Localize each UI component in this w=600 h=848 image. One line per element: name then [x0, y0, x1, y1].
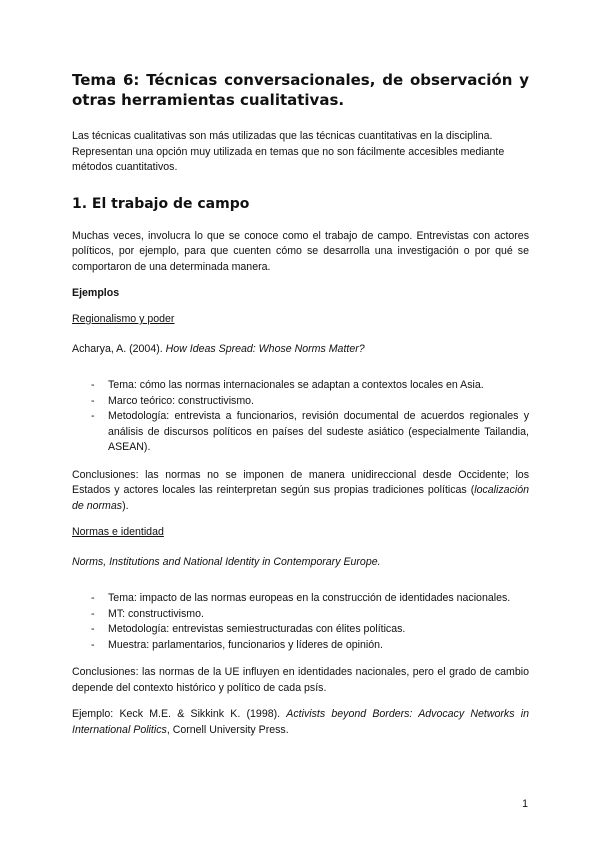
list-item: - MT: constructivismo.: [72, 607, 529, 623]
section-heading: 1. El trabajo de campo: [72, 195, 250, 212]
examples-heading: Ejemplos: [72, 287, 120, 299]
conclusion-paragraph: [72, 468, 529, 515]
list-item: - Marco teórico: constructivismo.: [72, 394, 529, 410]
example-reference: [72, 707, 529, 738]
intro-paragraph: Las técnicas cualitativas son más utilizadas que las técnicas cuantitativas en la disciplina. Representan una opción muy utilizada en temas que no son fácilmente accesibles mediante métodos cuantitativos.: [72, 130, 505, 173]
example-title: Activists beyond Borders: Advocacy Networks in International Politics: [72, 708, 529, 736]
conclusion-end: ).: [122, 499, 129, 512]
list-item: - Metodología: entrevista a funcionarios, revisión documental de acuerdos regionales y análisis de discursos políticos en países del sudeste asiático (especialmente Tailandia, ASEAN).: [72, 409, 529, 456]
reference-title: Norms, Institutions and National Identity in Contemporary Europe.: [72, 555, 381, 568]
conclusion-term: localización de normas: [72, 484, 529, 512]
list-item: - Metodología: entrevistas semiestructuradas con élites políticas.: [72, 622, 529, 638]
conclusion-paragraph: Conclusiones: las normas de la UE influyen en identidades nacionales, pero el grado de cambio depende del contexto histórico y político de cada psís.: [72, 666, 529, 694]
page-number: 1: [522, 798, 528, 810]
example-publisher: , Cornell University Press.: [166, 723, 289, 736]
reference-title: How Ideas Spread: Whose Norms Matter?: [165, 342, 365, 355]
list-item: - Muestra: parlamentarios, funcionarios y líderes de opinión.: [72, 638, 529, 654]
list-item: - Tema: impacto de las normas europeas en la construcción de identidades nacionales.: [72, 591, 529, 607]
document-title: Tema 6: Técnicas conversacionales, de observación y otras herramientas cualitativas.: [72, 71, 529, 109]
example-author: Ejemplo: Keck M.E. & Sikkink K. (1998).: [72, 708, 287, 720]
reference-citation: [72, 342, 529, 358]
list-item: - Tema: cómo las normas internacionales se adaptan a contextos locales en Asia.: [72, 378, 529, 394]
example-subheading: Normas e identidad: [72, 526, 164, 538]
conclusion-text: Conclusiones: las normas no se imponen de manera unidireccional desde Occidente; los Estados y actores locales las reinterpretan según sus propias tradiciones políticas (: [72, 468, 529, 496]
bullet-list: [72, 591, 529, 653]
example-subheading: Regionalismo y poder: [72, 313, 175, 325]
document-page: [72, 70, 529, 749]
bullet-list: [72, 378, 529, 456]
reference-author: Acharya, A. (2004).: [72, 342, 166, 355]
reference-citation: [72, 555, 529, 571]
section-paragraph: Muchas veces, involucra lo que se conoce como el trabajo de campo. Entrevistas con actores políticos, por ejemplo, para que cuenten cómo se desarrolla una investigación o por qué se comportaron de una determinada manera.: [72, 229, 529, 273]
